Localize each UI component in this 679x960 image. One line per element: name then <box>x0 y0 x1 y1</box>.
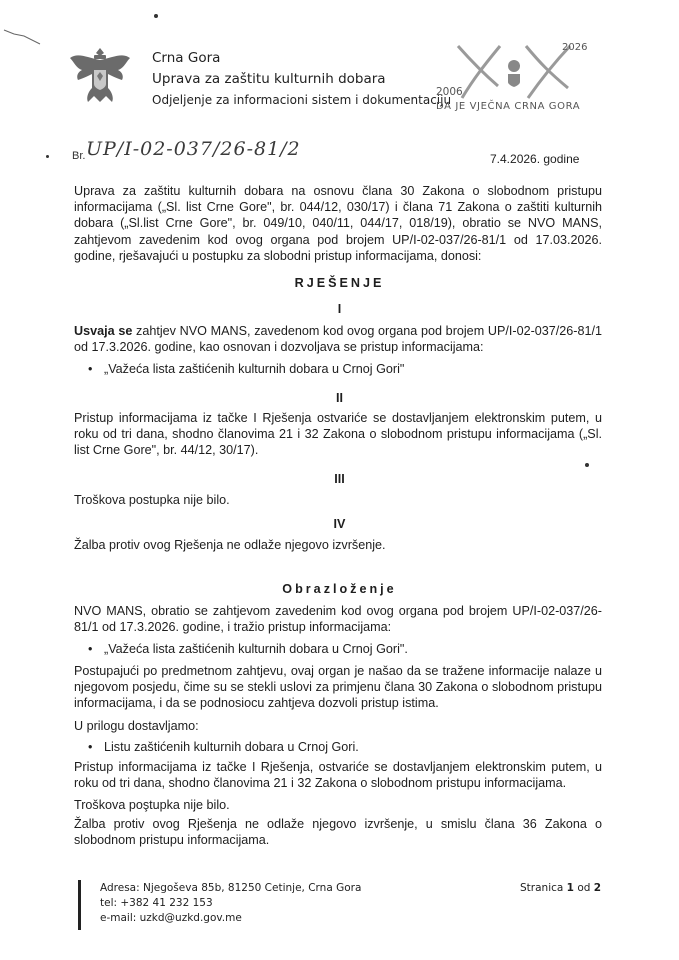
document-date: 7.4.2026. godine <box>490 152 580 166</box>
reasoning-bullet-1: „Važeća lista zaštićenih kulturnih dobara u Crnoj Gori". <box>104 642 408 656</box>
reasoning-paragraph-1: NVO MANS, obratio se zahtjevom zavedenim kod ovog organa pod brojem UP/I-02-037/26-81/1 od 17.3.2026. godine, i tražio pristup informacijama: <box>74 604 602 635</box>
page-current: 1 <box>566 882 574 894</box>
scan-mark <box>2 26 44 48</box>
decision-title: RJEŠENJE <box>294 276 385 290</box>
section-1-bullet: „Važeća lista zaštićenih kulturnih dobara u Crnoj Gori" <box>104 362 405 376</box>
footer-divider <box>78 880 81 930</box>
logo-tagline: DA JE VJEČNA CRNA GORA <box>436 101 581 112</box>
header-country: Crna Gora <box>152 50 221 66</box>
footer-phone: tel: +382 41 232 153 <box>100 897 213 909</box>
footer-email: e-mail: uzkd@uzkd.gov.me <box>100 912 242 924</box>
scan-speck <box>154 14 158 18</box>
reasoning-paragraph-6: Žalba protiv ovog Rješenja ne odlaže njegovo izvršenje, u smislu člana 36 Zakona o slobodnom pristupu informacijama. <box>74 817 602 848</box>
page-of: od <box>577 882 591 894</box>
reasoning-paragraph-2: Postupajući po predmetnom zahtjevu, ovaj organ je našao da se tražene informacije nalaze u njegovom posjedu, čime su se stekli uslovi za primjenu člana 30 Zakona o slobodnom pristupu informacijama, i da se podnosiocu zahtjeva dozvoli pristup istima. <box>74 664 602 711</box>
section-4-text: Žalba protiv ovog Rješenja ne odlaže njegovo izvršenje. <box>74 538 386 552</box>
reasoning-paragraph-4: Pristup informacijama iz tačke I Rješenja, ostvariće se dostavljanjem elektronskim putem, u roku od tri dana, shodno članovima 21 i 32 Zakona o slobodnom pristupu informacijama. <box>74 760 602 791</box>
list-item <box>90 362 404 376</box>
section-numeral-3: III <box>334 472 345 486</box>
page-label: Stranica <box>520 882 564 894</box>
logo-year-end: 2026 <box>562 42 588 53</box>
section-1-text <box>74 323 602 355</box>
page-total: 2 <box>593 882 602 894</box>
scan-speck <box>46 155 49 158</box>
list-item <box>90 740 359 754</box>
footer-address: Adresa: Njegoševa 85b, 81250 Cetinje, Crna Gora <box>100 882 362 894</box>
reference-number-handwritten: UP/I-02-037/26-81/2 <box>86 138 301 160</box>
coat-of-arms-icon <box>68 44 132 106</box>
list-item <box>90 642 408 656</box>
scan-speck <box>585 463 589 467</box>
section-numeral-4: IV <box>333 517 346 531</box>
reasoning-title: Obrazloženje <box>282 582 397 596</box>
section-numeral-1: I <box>337 302 342 316</box>
reasoning-paragraph-3: U prilogu dostavljamo: <box>74 719 199 733</box>
page-number <box>520 882 601 894</box>
reasoning-paragraph-5: Troškova poştupka nije bilo. <box>74 798 230 812</box>
intro-paragraph: Uprava za zaštitu kulturnih dobara na osnovu člana 30 Zakona o slobodnom pristupu informacijama („Sl. list Crne Gore", br. 044/12, 030/17) i člana 71 Zakona o zaštiti kulturnih dobara („Sl.list Crne Gore", br. 049/10, 040/11, 044/17, 018/19), obratio se NVO MANS, zahtjevom zavedenim kod ovog organa pod brojem UP/I-02-037/26-81/1 od 17.03.2026. godine, rješavajući u postupku za slobodni pristup informacijama, donosi: <box>74 184 602 263</box>
section-1-lead: Usvaja se <box>74 324 133 338</box>
logo-year-start: 2006 <box>436 86 463 98</box>
header-institution: Uprava za zaštitu kulturnih dobara <box>152 71 386 87</box>
section-3-text: Troškova postupka nije bilo. <box>74 493 230 507</box>
header-department: Odjeljenje za informacioni sistem i dokumentaciju <box>152 93 452 107</box>
section-numeral-2: II <box>336 391 343 405</box>
section-1-body: zahtjev NVO MANS, zavedenom kod ovog organa pod brojem UP/I-02-037/26-81/1 od 17.3.2026. godine, kao osnovan i dozvoljava se pristup informacijama: <box>74 324 602 355</box>
section-2-text: Pristup informacijama iz tačke I Rješenja ostvariće se dostavljanjem elektronskim putem, u roku od tri dana, shodno članovima 21 i 32 Zakona o slobodnom pristupu informacijama („Sl. list Crne Gore", br. 44/12, 30/17). <box>74 411 602 458</box>
reasoning-bullet-2: Listu zaštićenih kulturnih dobara u Crnoj Gori. <box>104 740 359 754</box>
reference-prefix: Br. <box>72 150 86 162</box>
